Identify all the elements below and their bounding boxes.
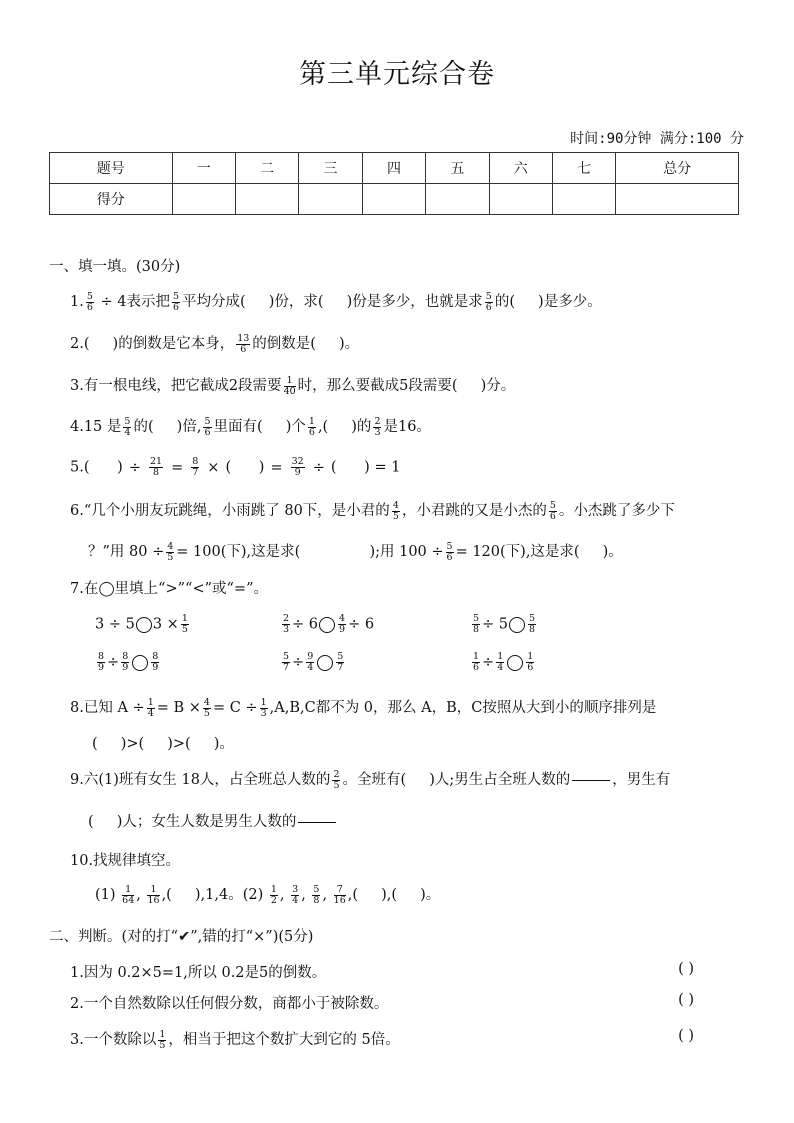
question-3 — [70, 374, 515, 397]
answer-paren[interactable]: ( ) — [678, 961, 694, 977]
text: )是多少。 — [538, 294, 602, 310]
score-input-cell[interactable] — [489, 184, 552, 215]
text: 3.有一根电线，把它截成2段需要 — [70, 378, 282, 394]
text: )个 — [285, 419, 306, 435]
compare-circle[interactable] — [136, 617, 152, 633]
score-input-cell[interactable] — [172, 184, 235, 215]
score-table-header-row — [50, 153, 739, 184]
answer-paren[interactable]: ( ) — [678, 992, 694, 1008]
text: ÷ — [312, 459, 325, 476]
question-10-items: (1) $\frac{1}{64}$ , $\frac{1}{16}$ ,( ),1,4。(2) $\frac{1}{2}$ , $\frac{3}{4}$ , $\frac{5}{8}$ , $\frac{7}{16}$ ,( ),( )。 — [95, 883, 441, 906]
fraction: $\frac{13}{6}$ — [237, 332, 250, 355]
score-input-cell[interactable] — [299, 184, 362, 215]
fraction: $\frac{5}{6}$ — [204, 415, 211, 438]
judge-item-1: 1.因为 0.2×5=1,所以 0.2是5的倒数。 — [70, 965, 327, 981]
question-4 — [70, 415, 431, 438]
blank-fraction[interactable] — [298, 812, 336, 833]
section-heading: 一、填一填。(30分) — [49, 259, 181, 275]
text: ，小君跳的又是小杰的 — [401, 503, 547, 519]
text: 时，那么要截成5段需要( — [297, 378, 458, 394]
question-9-line-2: ( )人；女生人数是男生人数的 — [88, 810, 338, 833]
text: 1. — [70, 294, 84, 310]
compare-item: $\frac{5}{7}$ ÷ $\frac{9}{4}$ $\frac{5}{7}$ — [283, 651, 344, 673]
question-6-line-2 — [88, 540, 623, 563]
text: )。 — [602, 544, 623, 560]
question-8-line-2: ( )>( )>( )。 — [92, 736, 234, 752]
fraction: $\frac{5}{4}$ — [124, 415, 131, 438]
score-cell: 题号 — [50, 153, 173, 184]
text: ) — [117, 459, 123, 476]
compare-item: $\frac{2}{3}$ ÷ 6 $\frac{4}{9}$ ÷ 6 — [283, 613, 375, 635]
text: 4.15 是 — [70, 419, 122, 435]
text: )份，求( — [268, 294, 324, 310]
text: = 120(下),这是求( — [455, 544, 580, 560]
compare-item: 3 ÷ 5 3 × $\frac{1}{5}$ — [95, 613, 188, 635]
text: ( — [330, 459, 337, 476]
compare-item: $\frac{5}{8}$ ÷ 5 $\frac{5}{8}$ — [473, 613, 536, 635]
exam-meta: 时间:90分钟 满分:100 分 — [570, 131, 744, 147]
score-cell: 三 — [299, 153, 362, 184]
text: );用 100 ÷ — [369, 544, 444, 560]
text: 。小杰跳了多少下 — [558, 503, 675, 519]
compare-circle[interactable] — [509, 617, 525, 633]
blank-fraction[interactable] — [572, 770, 610, 791]
question-6 — [70, 499, 675, 522]
text: 2.( — [70, 336, 90, 352]
fraction: $\frac{4}{5}$ — [167, 540, 174, 563]
judge-item-3: 3.一个数除以 $\frac{1}{5}$ ，相当于把这个数扩大到它的 5倍。 — [70, 1028, 400, 1051]
question-8: 8.已知 A ÷ $\frac{1}{4}$ = B × $\frac{4}{5}$ = C ÷ $\frac{1}{3}$ ,A,B,C都不为 0，那么 A，B，C按照从大到小的顺序排列是 — [70, 696, 657, 719]
text: )份是多少，也就是求 — [346, 294, 483, 310]
fraction: $\frac{5}{6}$ — [549, 499, 556, 522]
score-cell: 二 — [235, 153, 298, 184]
question-10: 10.找规律填空。 — [70, 853, 181, 869]
score-cell: 总分 — [616, 153, 739, 184]
compare-item: $\frac{8}{9}$ ÷ $\frac{8}{9}$ $\frac{8}{9}$ — [98, 651, 159, 673]
fraction: $\frac{1}{40}$ — [283, 374, 296, 397]
score-cell: 四 — [362, 153, 425, 184]
fraction: $\frac{5}{6}$ — [172, 290, 180, 313]
text: 平均分成( — [182, 294, 246, 310]
score-input-cell[interactable] — [426, 184, 489, 215]
compare-circle[interactable] — [317, 655, 333, 671]
text: 的( — [494, 294, 515, 310]
fraction: $\frac{5}{6}$ — [446, 540, 453, 563]
text: 5.( — [70, 459, 90, 476]
question-9: 9.六(1)班有女生 18人，占全班总人数的 $\frac{2}{5}$ 。全班有( )人;男生占全班人数的 ，男生有 — [70, 768, 671, 791]
section-heading: 二、判断。(对的打“✔”,错的打“×”)(5分) — [49, 929, 314, 945]
text: ÷ 4表示把 — [100, 294, 170, 310]
score-input-cell[interactable] — [616, 184, 739, 215]
text: 的倒数是( — [252, 336, 316, 352]
score-input-cell[interactable] — [552, 184, 615, 215]
text: ？”用 80 ÷ — [88, 544, 165, 560]
fraction: $\frac{21}{8}$ — [149, 456, 163, 478]
text: ,( — [317, 419, 329, 435]
fraction: $\frac{5}{6}$ — [86, 290, 93, 313]
text: 的( — [133, 419, 154, 435]
score-input-cell[interactable] — [362, 184, 425, 215]
text: = — [270, 459, 283, 476]
text: ) — [258, 459, 265, 476]
text: ) — [364, 459, 370, 476]
judge-item-2: 2.一个自然数除以任何假分数，商都小于被除数。 — [70, 996, 389, 1012]
fraction: $\frac{32}{9}$ — [291, 456, 304, 478]
text: 是16。 — [383, 419, 431, 435]
question-2 — [70, 332, 359, 355]
compare-circle[interactable] — [319, 617, 335, 633]
text: )分。 — [480, 378, 516, 394]
fraction: $\frac{2}{3}$ — [374, 415, 381, 438]
text: )倍, — [176, 419, 202, 435]
page-title: 第三单元综合卷 — [299, 59, 495, 90]
question-1 — [70, 290, 602, 313]
question-7: 7.在◯里填上“>”“<”或“=”。 — [70, 581, 268, 597]
score-table-score-row — [50, 184, 739, 215]
text: )的 — [351, 419, 372, 435]
fraction: $\frac{5}{6}$ — [485, 290, 492, 313]
score-input-cell[interactable] — [235, 184, 298, 215]
text: = — [171, 459, 184, 476]
fraction: $\frac{4}{5}$ — [392, 499, 399, 522]
text: 6.“几个小朋友玩跳绳，小雨跳了 80下，是小君的 — [70, 503, 390, 519]
text: = 100(下),这是求( — [176, 544, 301, 560]
compare-circle[interactable] — [132, 655, 148, 671]
score-cell: 六 — [489, 153, 552, 184]
answer-paren[interactable]: ( ) — [678, 1028, 694, 1044]
score-cell: 七 — [552, 153, 615, 184]
text: = 1 — [374, 459, 401, 476]
fraction: $\frac{1}{6}$ — [308, 415, 315, 438]
score-cell: 五 — [426, 153, 489, 184]
text: ( — [225, 459, 232, 476]
score-table — [49, 152, 739, 215]
question-5 — [70, 457, 400, 478]
compare-item: $\frac{1}{6}$ ÷ $\frac{1}{4}$ $\frac{1}{6}$ — [473, 651, 534, 673]
fraction: $\frac{8}{7}$ — [192, 456, 199, 478]
text: )。 — [339, 336, 360, 352]
score-cell: 一 — [172, 153, 235, 184]
text: )的倒数是它本身， — [112, 336, 235, 352]
compare-circle[interactable] — [507, 655, 523, 671]
text: × — [207, 459, 220, 476]
score-cell: 得分 — [50, 184, 173, 215]
text: ÷ — [128, 459, 141, 476]
text: 里面有( — [213, 419, 263, 435]
